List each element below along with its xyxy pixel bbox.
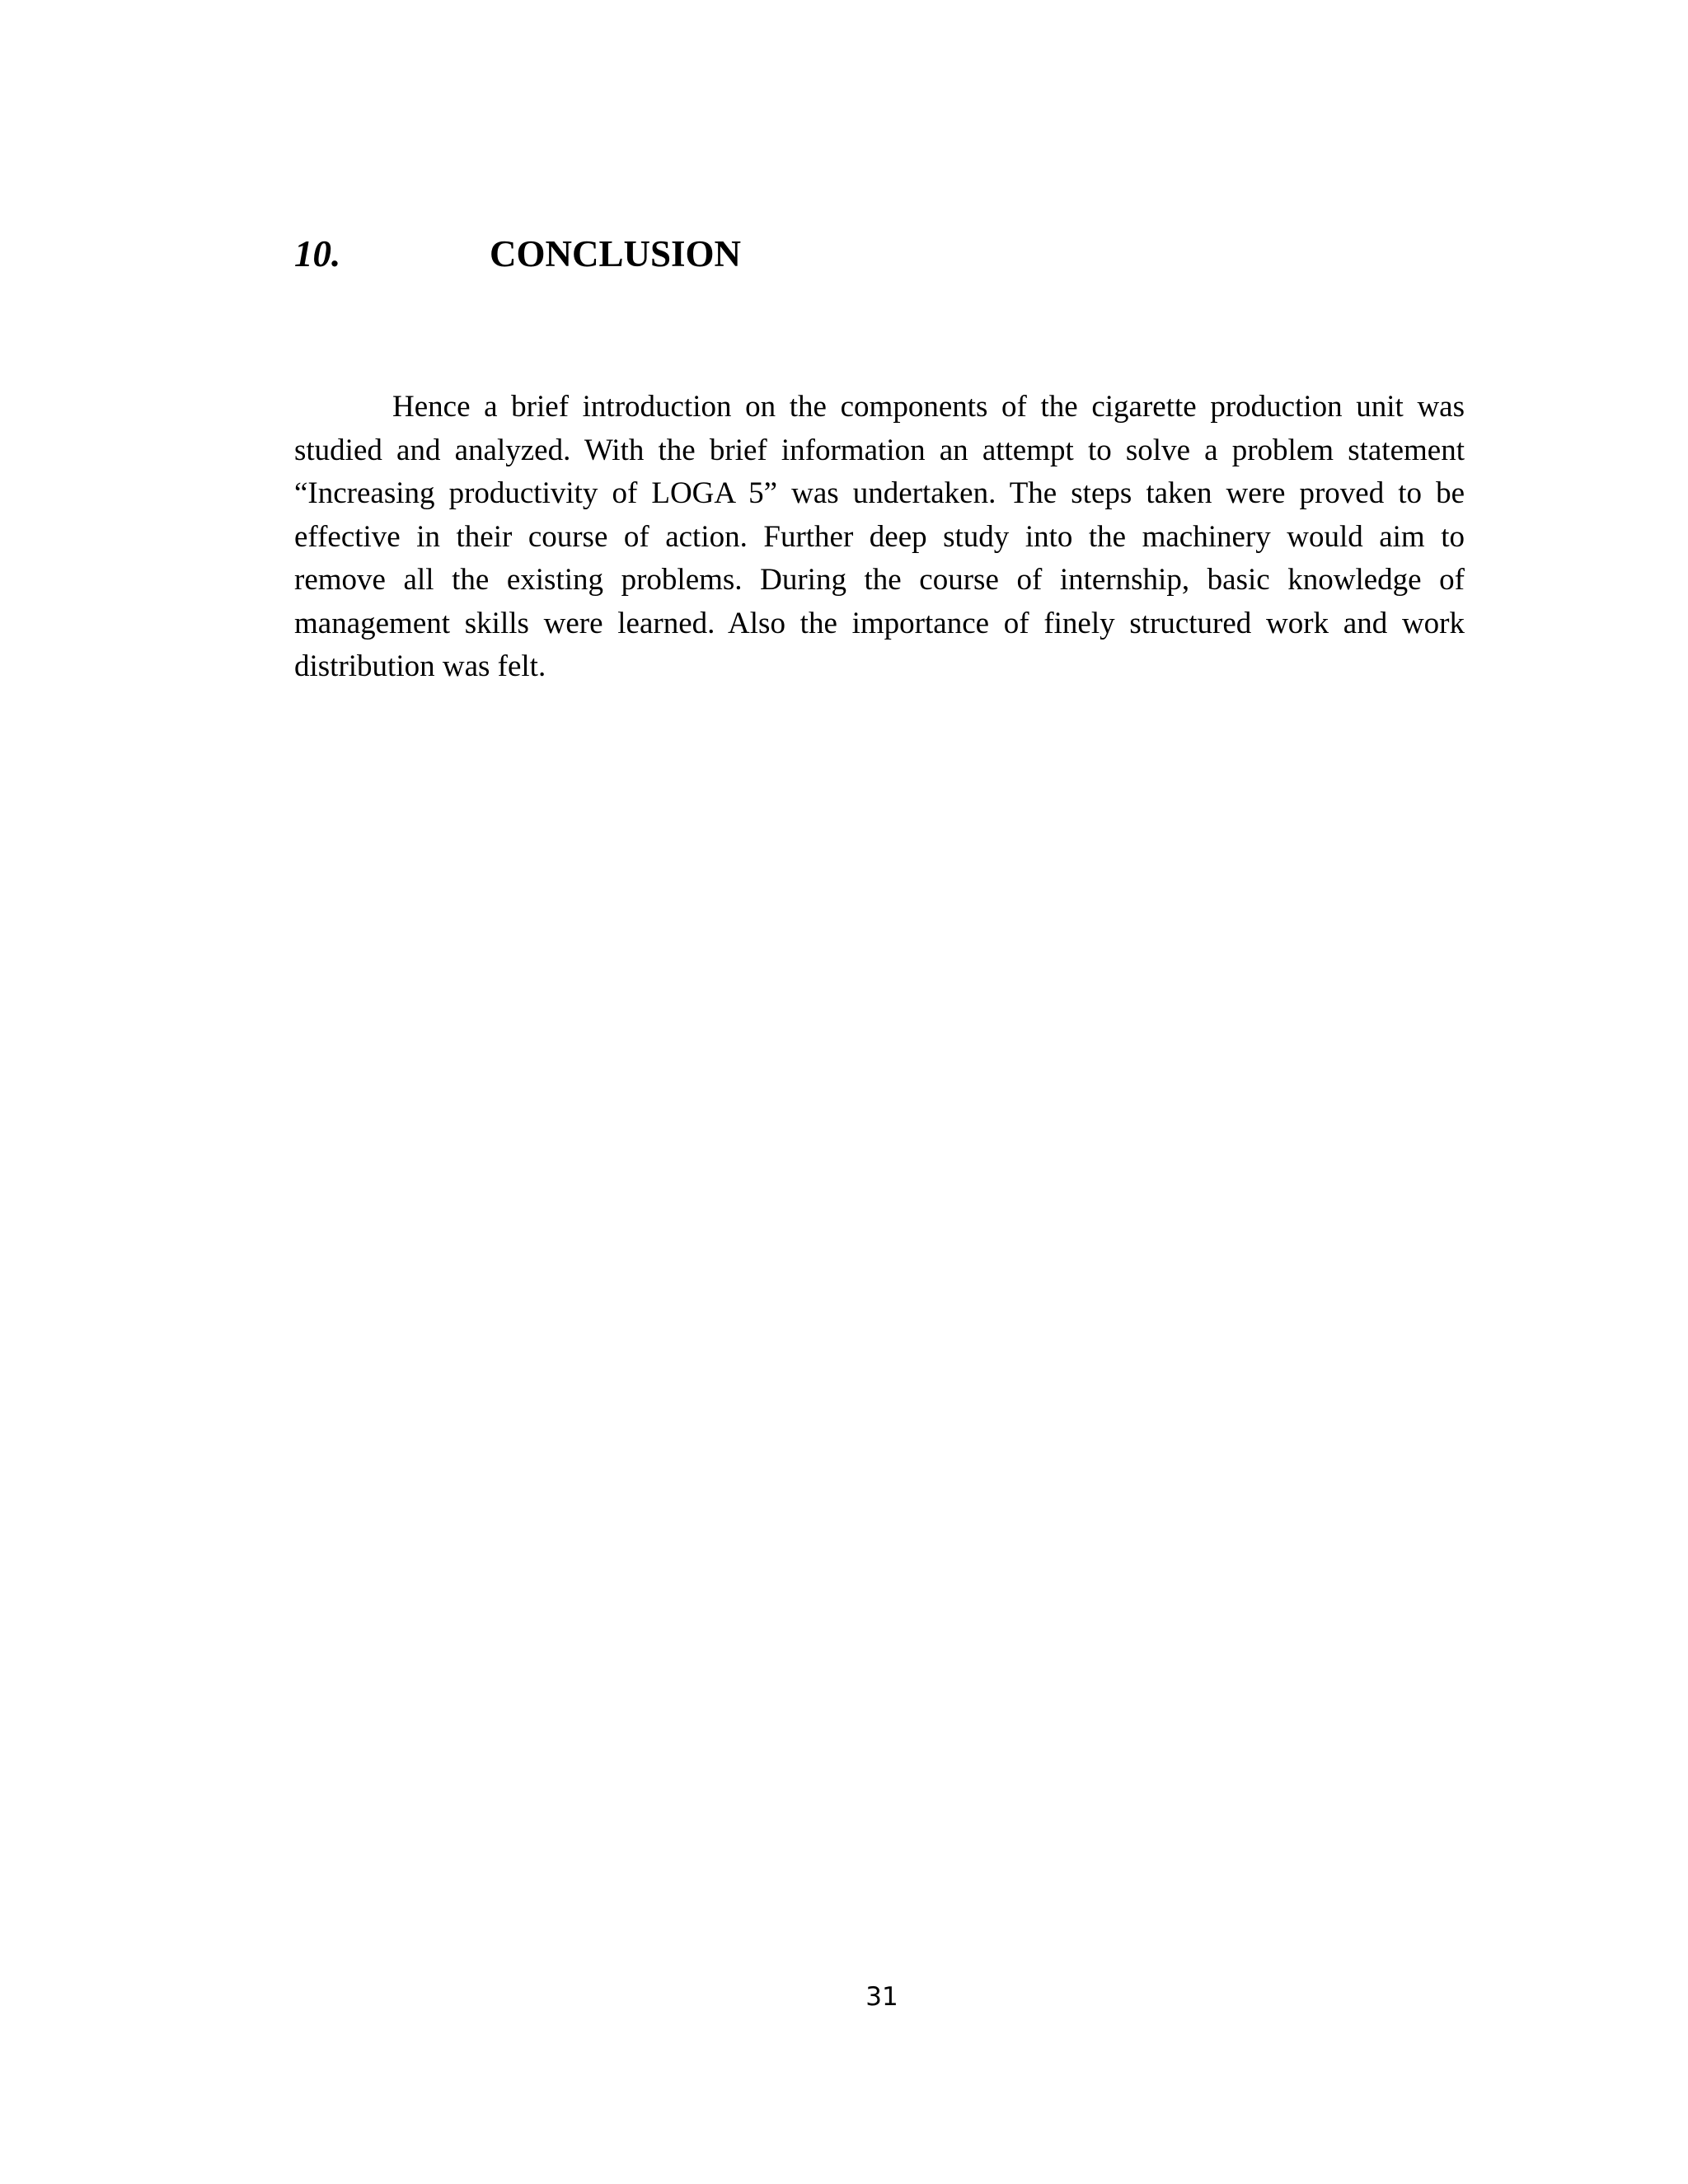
paragraph-line: Hence a brief introduction on the components of the cigarette production unit was [392, 390, 1465, 424]
paragraph-line: distribution was felt. [294, 649, 546, 683]
section-title: CONCLUSION [490, 233, 742, 274]
paragraph-line: remove all the existing problems. During the course of internship, basic knowledge of [294, 563, 1465, 597]
paragraph-line: “Increasing productivity of LOGA 5” was undertaken. The steps taken were proved to be [294, 476, 1465, 510]
section-heading [294, 229, 1465, 279]
page-number: 31 [865, 1982, 898, 2012]
section-number: 10. [294, 233, 341, 274]
conclusion-paragraph [294, 386, 1465, 689]
paragraph-line: management skills were learned. Also the importance of finely structured work and work [294, 606, 1465, 640]
paragraph-line: studied and analyzed. With the brief information an attempt to solve a problem statement [294, 433, 1465, 467]
paragraph-line: effective in their course of action. Further deep study into the machinery would aim to [294, 519, 1465, 554]
